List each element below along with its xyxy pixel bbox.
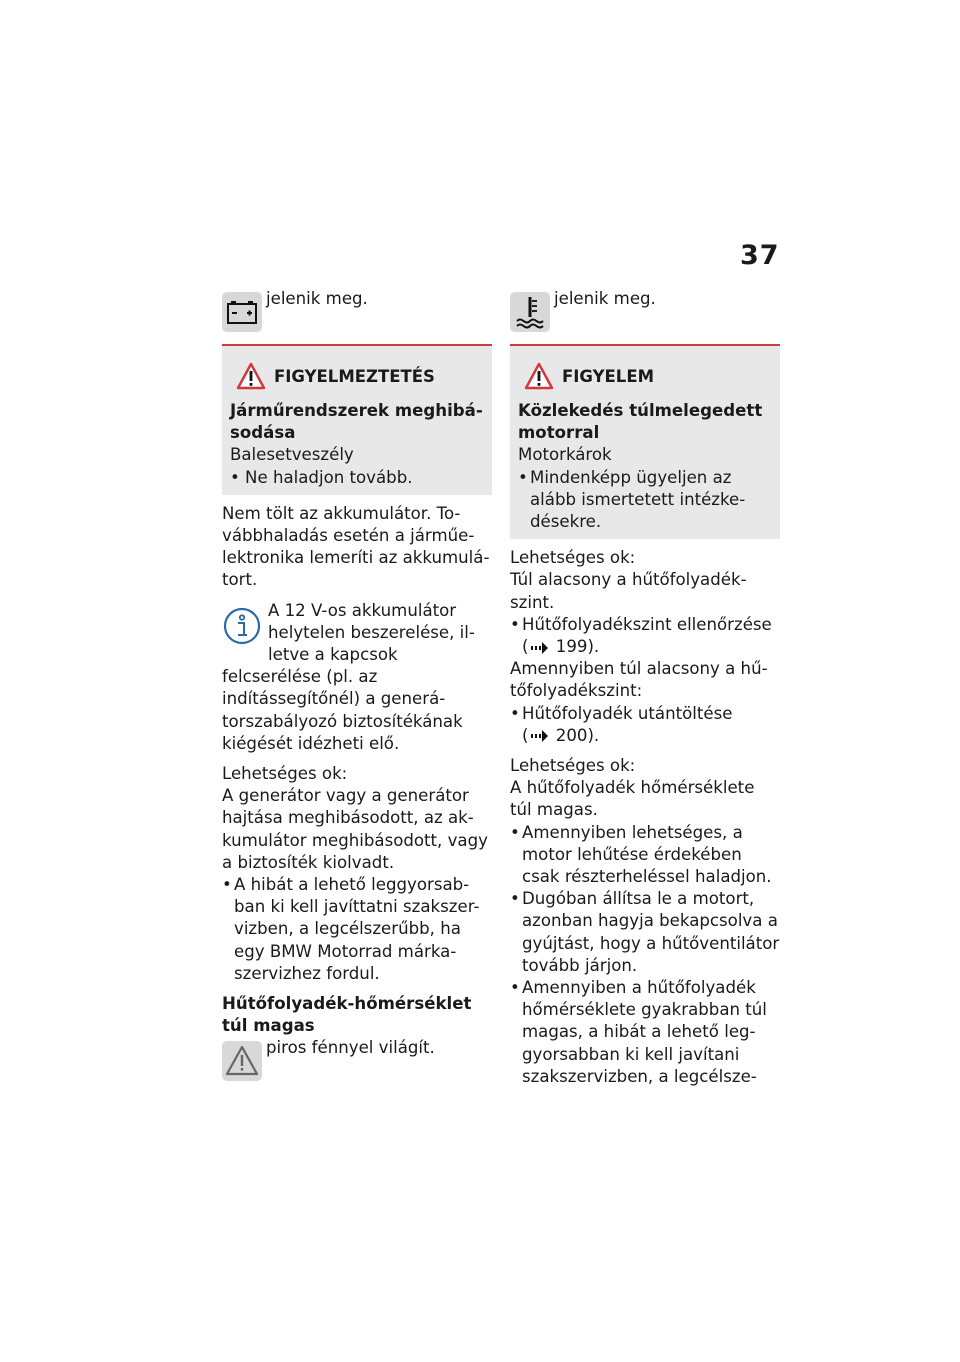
cause2-label: Lehetséges ok: [510, 756, 636, 776]
info-icon [222, 606, 262, 646]
left-column [222, 288, 492, 1083]
check-coolant-ref[interactable]: 199). [555, 637, 600, 657]
warning-label: FIGYELMEZTETÉS [274, 367, 435, 386]
warning-lamp-line [222, 1037, 492, 1083]
page-reference-arrow-icon [530, 641, 548, 655]
section-title-coolant: Hűtőfolyadék-hőmérséklet túl magas [222, 994, 472, 1036]
page-reference-arrow-icon [530, 729, 548, 743]
warning-box [222, 344, 492, 495]
warning-header [230, 362, 484, 392]
cause1-label: Lehetséges ok: [510, 548, 636, 568]
check-coolant-text: Hűtőfolyadékszint ellenőrzése [522, 614, 772, 634]
if-low-text: Amennyiben túl alacsony a hű-tőfolyadékszint: [510, 659, 768, 701]
caution-label: FIGYELEM [562, 367, 655, 386]
warning-subtitle: Balesetveszély [230, 445, 354, 465]
check-coolant-item: • Hűtőfolyadékszint ellenőrzése ( 199). [510, 614, 780, 658]
right-column [510, 288, 780, 1088]
page-number: 37 [740, 240, 780, 271]
battery-line-text: jelenik meg. [266, 289, 368, 308]
coolant-temperature-icon [510, 292, 550, 332]
caution-bullet: • Mindenképp ügyeljen az alább ismertetett intézke-désekre. [518, 467, 772, 534]
warning-bullet: • Ne haladjon tovább. [230, 467, 413, 487]
refill-coolant-ref[interactable]: 200). [555, 725, 600, 745]
list-item: • Amennyiben a hűtőfolyadék hőmérséklete gyakrabban túl magas, a hibát a lehető leg-gyorsabban ki kell javítani szakszervizben, a legcélsze- [510, 977, 780, 1088]
warning-triangle-icon [236, 362, 266, 390]
battery-icon [222, 292, 262, 332]
warning-triangle-icon [524, 362, 554, 390]
paragraph-no-charge: Nem tölt az akkumulátor. To-vábbhaladás esetén a járműe-lektronika lemeríti az akkumulá-tort. [222, 503, 490, 590]
caution-box [510, 344, 780, 539]
list-item: • A hibát a lehető leggyorsab-ban ki kell javíttatni szakszer-vizben, a legcélszerűbb, ha egy BMW Motorrad márka-szervizhez fordul. [222, 874, 492, 985]
warning-title: Járműrendszerek meghibá-sodása [230, 401, 483, 443]
cause-text: A generátor vagy a generátor hajtása meghibásodott, az ak-kumulátor meghibásodott, vagy a biztosíték kiolvadt. [222, 786, 488, 872]
refill-coolant-item: • Hűtőfolyadék utántöltése ( 200). [510, 703, 780, 747]
cause2-text: A hűtőfolyadék hőmérséklete túl magas. [510, 778, 755, 820]
cause-label: Lehetséges ok: [222, 764, 348, 784]
caution-subtitle: Motorkárok [518, 445, 612, 465]
list-item: • Amennyiben lehetséges, a motor lehűtése érdekében csak részterheléssel haladjon. [510, 822, 780, 889]
cause1-text: Túl alacsony a hűtőfolyadék-szint. [510, 570, 747, 612]
refill-coolant-text: Hűtőfolyadék utántöltése [522, 703, 733, 723]
list-item: • Dugóban állítsa le a motort, azonban hagyja bekapcsolva a gyújtást, hogy a hűtőventilátor tovább járjon. [510, 888, 780, 977]
battery-indicator-line [222, 288, 492, 334]
note-block [222, 600, 492, 755]
general-warning-lamp-icon [222, 1041, 262, 1081]
caution-title: Közlekedés túlmelegedett motorral [518, 401, 763, 443]
coolant-indicator-line [510, 288, 780, 334]
coolant-line-text: jelenik meg. [554, 289, 656, 308]
warning-lamp-text: piros fénnyel világít. [266, 1038, 435, 1058]
note-text: A 12 V-os akkumulátor helytelen beszerelése, il-letve a kapcsok felcserélése (pl. az indítássegítőnél) a generá-torszabályozó biztosítékának kiégését idézheti elő. [222, 600, 475, 753]
caution-header [518, 362, 772, 392]
